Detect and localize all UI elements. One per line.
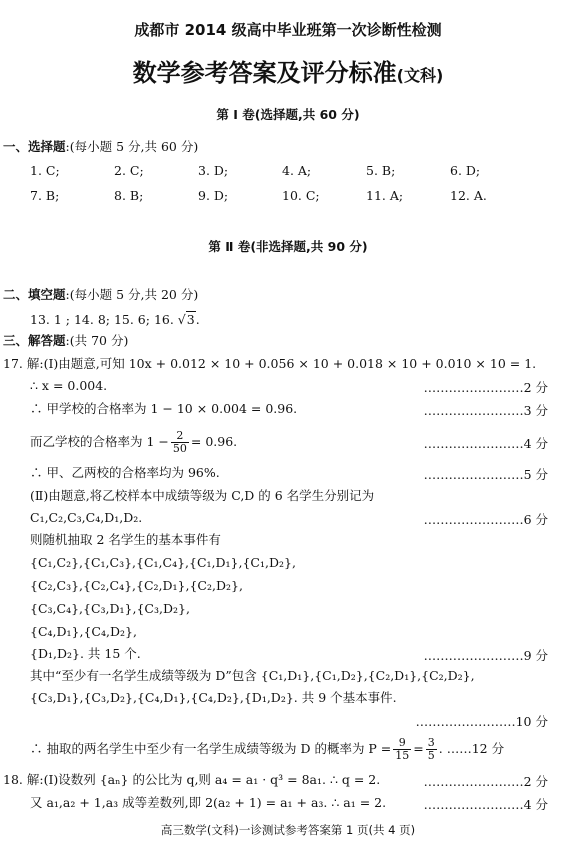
page-footer: 高三数学(文科)一诊测试参考答案第 1 页(共 4 页) xyxy=(160,823,416,837)
section3-note: :(共 70 分) xyxy=(65,333,129,348)
q17-line xyxy=(30,428,237,456)
fraction-denominator: 5 xyxy=(427,749,435,762)
q17-line: (Ⅱ)由题意,将乙校样本中成绩等级为 C,D 的 6 名学生分别记为 xyxy=(30,488,375,503)
mc-answer: 5. B; xyxy=(366,163,396,178)
section1-note: :(每小题 5 分,共 60 分) xyxy=(65,139,199,154)
mc-answer: 1. C; xyxy=(30,163,60,178)
q17-line: ∴ 甲、乙两校的合格率均为 96%. xyxy=(30,465,220,480)
fraction-numerator: 2 xyxy=(171,430,189,443)
q17-frac-lead: 而乙学校的合格率为 1 − xyxy=(30,434,169,449)
score-marker: ……………………5 分 xyxy=(423,467,548,482)
mc-answer: 3. D; xyxy=(198,163,229,178)
mc-answer: 8. B; xyxy=(114,188,144,203)
fill-blank-answers: 13. 1 ; 14. 8; 15. 6; 16. √3. xyxy=(30,312,200,327)
score-marker: ……………………2 分 xyxy=(423,380,548,395)
equals-sign: = xyxy=(413,741,424,756)
q17-frac-tail: = 0.96. xyxy=(190,434,238,449)
fraction xyxy=(426,737,437,762)
score-marker: ……………………6 分 xyxy=(423,512,548,527)
mc-answer: 4. A; xyxy=(282,163,312,178)
fraction xyxy=(171,430,189,455)
q17-line: {C₃,C₄},{C₃,D₁},{C₃,D₂}, xyxy=(30,601,190,616)
sqrt-value: 3 xyxy=(186,312,195,327)
fraction-numerator: 9 xyxy=(393,737,411,750)
answer-key-title-main: 数学参考答案及评分标准 xyxy=(132,59,397,87)
mc-answer: 2. C; xyxy=(114,163,144,178)
part1-heading: 第 Ⅰ 卷(选择题,共 60 分) xyxy=(216,107,360,122)
mc-answer: 11. A; xyxy=(366,188,404,203)
mc-answer: 7. B; xyxy=(30,188,60,203)
q17-line: {C₃,D₁},{C₃,D₂},{C₄,D₁},{C₄,D₂},{D₁,D₂}. 共 9 个基本事件. xyxy=(30,690,397,705)
q17-line: 则随机抽取 2 名学生的基本事件有 xyxy=(30,532,221,547)
section2-note: :(每小题 5 分,共 20 分) xyxy=(65,287,199,302)
mc-answer: 9. D; xyxy=(198,188,229,203)
fill-blank-tail: . xyxy=(195,312,200,327)
fraction-numerator: 3 xyxy=(427,736,435,749)
q17-line: C₁,C₂,C₃,C₄,D₁,D₂. xyxy=(30,510,143,525)
q17-line: {C₁,C₂},{C₁,C₃},{C₁,C₄},{C₁,D₁},{C₁,D₂}, xyxy=(30,555,296,570)
section2-label: 二、填空题 xyxy=(3,287,66,302)
score-marker: ……………………3 分 xyxy=(423,403,548,418)
fraction-denominator: 50 xyxy=(172,442,187,455)
part2-heading: 第 Ⅱ 卷(非选择题,共 90 分) xyxy=(208,239,368,254)
section1-label: 一、选择题 xyxy=(3,139,66,154)
q17-line: ∴ 甲学校的合格率为 1 − 10 × 0.004 = 0.96. xyxy=(30,401,298,416)
section3-label: 三、解答题 xyxy=(3,333,66,348)
q17-prob-lead: ∴ 抽取的两名学生中至少有一名学生成绩等级为 D 的概率为 P = xyxy=(30,741,392,756)
answer-key-title xyxy=(0,58,576,91)
section1-heading xyxy=(3,139,198,155)
score-marker: ……………………2 分 xyxy=(423,774,548,789)
fill-blank-text: 13. 1 ; 14. 8; 15. 6; 16. xyxy=(30,312,174,327)
q17-prob-tail: . ……12 分 xyxy=(438,741,505,756)
mc-answer: 10. C; xyxy=(282,188,320,203)
q18-line: 18. 解:(Ⅰ)设数列 {aₙ} 的公比为 q,则 a₄ = a₁ · q³ = 8a₁. ∴ q = 2. xyxy=(3,772,381,787)
score-marker: ……………………10 分 xyxy=(415,714,548,729)
score-marker: ……………………4 分 xyxy=(423,797,548,812)
fraction-denominator: 15 xyxy=(395,749,410,762)
fraction xyxy=(393,737,411,762)
q17-line: 17. 解:(Ⅰ)由题意,可知 10x + 0.012 × 10 + 0.056 × 10 + 0.018 × 10 + 0.010 × 10 = 1. xyxy=(3,356,537,371)
mc-answer: 6. D; xyxy=(450,163,481,178)
answer-key-title-suffix: (文科) xyxy=(396,66,444,85)
q17-line xyxy=(30,735,504,763)
q17-line: {C₄,D₁},{C₄,D₂}, xyxy=(30,624,137,639)
q18-line: 又 a₁,a₂ + 1,a₃ 成等差数列,即 2(a₂ + 1) = a₁ + a₃. ∴ a₁ = 2. xyxy=(30,795,387,810)
exam-title: 成都市 2014 级高中毕业班第一次诊断性检测 xyxy=(134,21,442,39)
section2-heading xyxy=(3,287,198,303)
mc-answer: 12. A. xyxy=(450,188,487,203)
score-marker: ……………………9 分 xyxy=(423,648,548,663)
q17-line: {D₁,D₂}. 共 15 个. xyxy=(30,646,141,661)
q17-line: ∴ x = 0.004. xyxy=(30,378,108,393)
section3-heading xyxy=(3,333,128,349)
q17-line: {C₂,C₃},{C₂,C₄},{C₂,D₁},{C₂,D₂}, xyxy=(30,578,243,593)
score-marker: ……………………4 分 xyxy=(423,436,548,451)
q17-line: 其中“至少有一名学生成绩等级为 D”包含 {C₁,D₁},{C₁,D₂},{C₂,D₁},{C₂,D₂}, xyxy=(30,668,475,683)
